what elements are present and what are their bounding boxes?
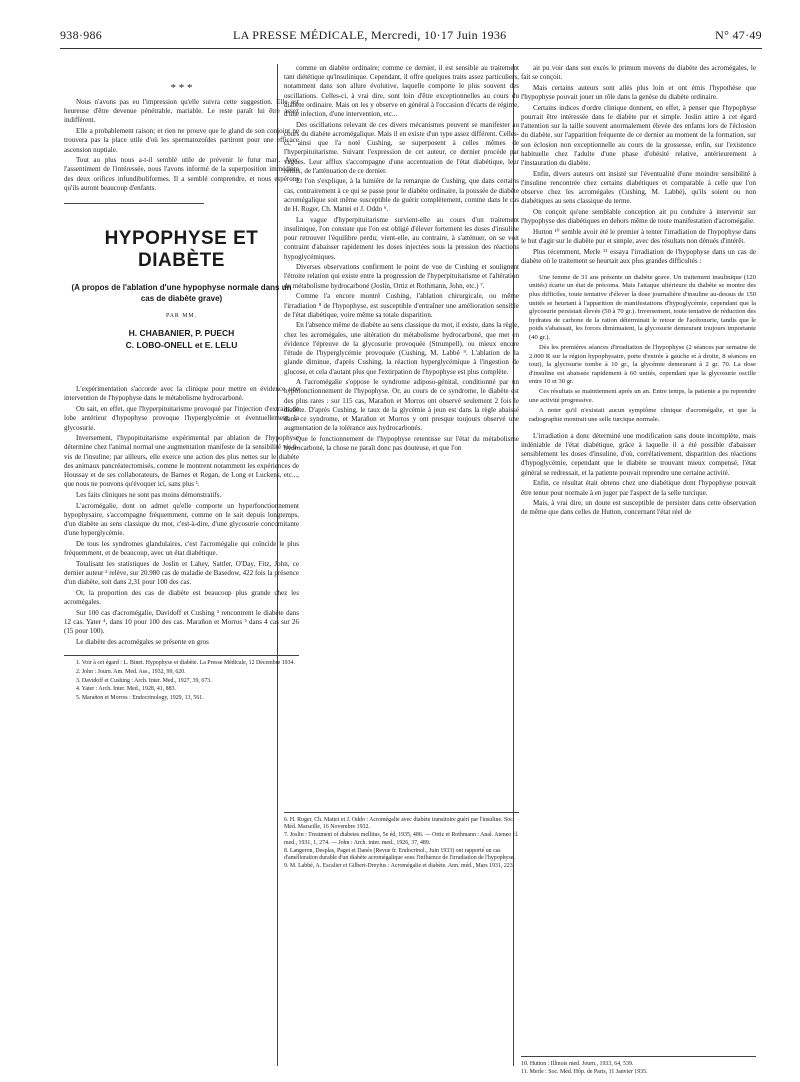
- paragraph: A l'acromégalie s'oppose le syndrome adiposo-génital, conditionné par un hypofonctionnement de l'hypophyse. Or, au cours de ce syndrome, le diabète est des plus rares : sur 115 cas, Marañon et Morros ont observé seulement 2 fois le diabète. D'après Cushing, le taux de la glycémie à jeun est dans la règle abaissé dans ce syndrome, et Marañon et Morros y ont presque toujours observé une augmentation de la tolérance aux hydrocarbonés.: [284, 378, 519, 433]
- paragraph: En l'absence même de diabète au sens classique du mot, il existe, dans la règle, chez les acromégales, une altération du métabolisme hydrocarboné, que met en évidence l'épreuve de la glycosurie provoquée (Strumpell), ou mieux encore l'étude de l'hyperglycémie provoquée (Cushing, M. Labbé ⁹. L'ablation de la glande diminue, d'après Cushing, la réaction hyperglycémique à l'ingestion de glucose, et cela d'autant plus que l'extirpation de l'hypophyse est plus complète.: [284, 321, 519, 376]
- paragraph: La vague d'hyperpituitarisme survient-elle au cours d'un traitement insulinique, l'on constate que l'on est obligé d'élever fortement les doses d'insuline pour retrouver l'équilibre perdu; vient-elle, au contraire, à s'atténuer, on se voit contraint d'abaisser rapidement les doses injectées sous la pression des réactions hypoglycémiques.: [284, 215, 519, 261]
- paragraph: Mais, à vrai dire, un doute est susceptible de persister dans cette observation de même que dans celles de Hutton, concernant l'état réel de: [521, 499, 756, 517]
- paragraph: On conçoit qu'une semblable conception ait pu conduire à intervenir sur l'hypophyse des diabétiques en dehors même de toute manifestation d'acromégalie.: [521, 208, 756, 226]
- paragraph: Totalisant les statistiques de Joslin et Lahey, Sattler, O'Day, Fitz, John, ce dernier auteur ² relève, sur 20.980 cas de maladie de Basedow, 422 fois la présence d'un diabète, soit dans 2,31 pour 100 des cas.: [64, 559, 299, 587]
- paragraph: Sur 100 cas d'acromégalie, Davidoff et Cushing ³ rencontrent le diabète dans 12 cas. Yater ⁴, dans 10 pour 100 des cas. Marañon et Morros ⁵ dans 4 cas sur 26 (15 pour 100).: [64, 608, 299, 636]
- paragraph: L'irradiation a donc déterminé une modification sans doute incomplète, mais indéniable de l'état diabétique, grâce à laquelle il a été possible d'abaisser sensiblement les doses d'insuline, d'où, corrélativement, disparition des réactions d'hypoglycémie, cependant que le diabète se trouvant mieux compensé, l'état général se redressait, et la patiente pouvait reprendre une certaine activité.: [521, 431, 756, 477]
- footnote: 10. Hutton : Illinois med. Journ., 1933, 64, 539.: [521, 1061, 634, 1067]
- authors: [64, 327, 299, 351]
- footnote: 1. Voir à cet égard : L. Binet. Hypophyse et diabète. La Presse Médicale, 12 Décembre 1934.: [76, 660, 295, 667]
- issue-number: N° 47·49: [715, 28, 762, 42]
- running-header: [60, 14, 762, 49]
- footnote: 6. H. Roger, Ch. Mattei et J. Oddo : Acromégalie avec diabète transitoire guéri par l'insuline. Soc. Méd. Marseille, 16 Novembre 1932.: [284, 817, 515, 831]
- footnote: 2. John : Journ. Am. Med. Ass., 1932, 99, 620.: [76, 668, 186, 675]
- paragraph: L'acromégalie, dont on admet qu'elle comporte un hyperfonctionnement hypophysaire, s'accompagne fréquemment, comme on le sait depuis longtemps, d'un diabète au sens classique du mot, c'est-à-dire, d'une glycosurie concomitante d'une hyperglycémie.: [64, 501, 299, 538]
- journal-title: LA PRESSE MÉDICALE, Mercredi, 10·17 Juin 1936: [233, 28, 507, 42]
- paragraph: Elle a probablement raison; et rien ne prouve que le gland de son conjoint ne trouvera pas la place utile d'où les spermatozoïdes partiront pour une efficace ascension nuptiale.: [64, 127, 299, 154]
- footnote-rule: [64, 655, 299, 656]
- footnote: 11. Merle : Soc. Méd. Hôp. de Paris, 11 Janvier 1935.: [521, 1069, 648, 1076]
- paragraph: Comme l'a encore montré Cushing, l'ablation chirurgicale, ou même l'irradiation ⁸ de l'hypophyse, est susceptible d'entraîner une amélioration sensible de l'état diabétique, voire même sa totale disparition.: [284, 292, 519, 319]
- paragraph: Tout au plus nous a-t-il semblé utile de prévenir le futur mari. Avec l'assentiment de l'intéressée, nous l'avons informé de la superposition immédiate des deux orifices infundibuliformes. Il a semblé comprendre, et nous espérons qu'ils auront beaucoup d'enfants.: [64, 156, 299, 192]
- paragraph: Les faits cliniques ne sont pas moins démonstratifs.: [76, 490, 222, 499]
- authors-line: C. LOBO-ONELL et E. LELU: [125, 340, 238, 351]
- case-paragraph: Ces résultats se maintiennent après un an. Entre temps, la patiente a pu reprendre une activité progressive.: [529, 388, 756, 405]
- paragraph: Nous n'avons pas eu l'impression qu'elle suivra cette suggestion. Elle est heureuse d'être devenue pénétrable, mariable. Le reste paraît lui être assez indifférent.: [64, 98, 299, 125]
- paragraph: Certains indices d'ordre clinique donnent, en effet, à penser que l'hypophyse pourrait être intéressée dans le diabète pur et simple. Joslin attire à cet égard l'attention sur la taille souvent anormalement élevée des enfants lors de l'éclosion du diabète, sur l'apparition fréquente de ce dernier au moment de la formation, sur son éclosion non exceptionnelle au cours de la grossesse, enfin, sur l'existence habituelle chez l'adulte d'une phase d'obésité relative, antérieurement à l'instauration du diabète.: [521, 103, 756, 168]
- paragraph: Plus récemment, Merle ¹¹ essaya l'irradiation de l'hypophyse dans un cas de diabète où le traitement se heurtait aux plus grandes difficultés :: [521, 247, 756, 266]
- footnote-rule: [521, 1056, 756, 1057]
- footnote: 4. Yater : Arch. Inter. Med., 1928, 41, 883.: [76, 686, 176, 693]
- byline-par: PAR MM.: [166, 313, 197, 320]
- footnote: 3. Davidoff et Cushing : Arch. Inter. Med., 1927, 39, 673.: [76, 677, 212, 684]
- paragraph: comme un diabète ordinaire; comme ce dernier, il est sensible au traitement tant diététique qu'insulinique. Cependant, il offre quelques traits assez particuliers, notamment dans son allure évolutive, laquelle comporte le plus souvent des oscillations. Celles-ci, à vrai dire, sont loin d'être exceptionnelles au cours du diabète ordinaire. Mais on les y observe en général à l'occasion d'écarts de régime, d'une infection, d'une intervention, etc...: [284, 64, 519, 119]
- article-end-rule: [64, 203, 204, 204]
- article-title: HYPOPHYSE ET DIABÈTE: [104, 228, 259, 272]
- section-stars: * * *: [170, 82, 193, 94]
- paragraph: L'expérimentation s'accorde avec la clinique pour mettre en évidence une intervention de l'hypophyse dans le métabolisme hydrocarboné.: [64, 385, 299, 403]
- footnote: 7. Joslin : Treatment of diabetes mellitus, 5e éd, 1935, 486. — Ortiz et Rothmann : Anal. Ateneo cl. med., 1931, 1, 274. — John : Arch. inter. med., 1926, 37, 489.: [284, 832, 519, 846]
- article-subtitle: (A propos de l'ablation d'une hypophyse normale dans un cas de diabète grave): [71, 283, 292, 304]
- paragraph: On sait, en effet, que l'hyperpituitarisme provoqué par l'injection d'extraits de lobe antérieur d'hypophyse provoque l'hyperglycémie et éventuellement la glycosurie.: [64, 405, 299, 432]
- paragraph: Hutton ¹⁰ semble avoir été le premier à tenter l'irradiation de l'hypophyse dans le but d'agir sur le diabète pur et simple, avec des résultats non dénués d'intérêt.: [521, 227, 756, 246]
- paragraph: Diverses observations confirment le point de vue de Cushing et soulignent l'étroite relation qui existe entre la progression de l'hyperpituitarisme et l'altération du métabolisme hydrocarboné (Joslin, Ortiz et Rothmann, John, etc.) ⁷.: [284, 263, 519, 290]
- footnote: 8. Langeron, Desplas, Paget et Danès (Revue fr. Endocrinol., Juin 1933) ont rapporté un cas d'amélioration durable d'un diabète acromégalique sous l'influence de l'irradiation de l'hypophyse.: [284, 847, 515, 862]
- case-paragraph: A noter qu'il n'existait aucun symptôme clinique d'acromégalie, et que la radiographie montrait une selle turcique normale.: [529, 407, 756, 423]
- paragraph: Enfin, ce résultat était obtenu chez une diabétique dont l'hypophyse pouvait être tenue pour normale à en juger par l'aspect de la selle turcique.: [521, 479, 756, 497]
- paragraph: Inversement, l'hypopituitarisme expérimental par ablation de l'hypophyse détermine chez l'animal normal une augmentation manifeste de la sensibilité vis-à-vis de l'insuline; par ailleurs, elle exerce une action des plus nettes sur le diabète des animaux pancréatectomisés, comme le montrent notamment les expériences de Houssay et de ses collaborateurs, de Barnes et Regan, de Long et Luckens, etc..., que nous ne pouvons qu'évoquer ici, sans plus ¹.: [64, 434, 299, 489]
- paragraph: De tous les syndromes glandulaires, c'est l'acromégalie qui coïncide le plus fréquemment, et de beaucoup, avec un état diabétique.: [64, 539, 299, 558]
- footnote: 5. Marañon et Morros : Endocrinology, 1929, 13, 561.: [76, 695, 204, 702]
- paragraph: Enfin, divers auteurs ont insisté sur l'éventualité d'une moindre sensibilité à l'insuline rencontrée chez certains diabétiques et comparable à celle que l'on observe chez les acromégales (Cushing, M. Labbé), qu'ils soient ou non diabétiques au sens classique du terme.: [521, 169, 756, 206]
- footnote-rule: [284, 812, 519, 813]
- column-2-footnotes: [284, 804, 519, 871]
- footnote: 9. M. Labbé, A. Escalier et Gilbert-Dreyfus : Acromégalie et diabète. Ann. méd., Mars 1931, 223.: [284, 863, 515, 870]
- paragraph: Et l'on s'explique, à la lumière de la remarque de Cushing, que dans certains cas, contrairement à ce qui se passe pour le diabète ordinaire, la poussée de diabète acromégalique soit même susceptible de guérir complètement, comme dans le cas de H. Roger, Ch. Mattei et J. Oddo ⁶.: [284, 177, 519, 214]
- paragraph: Or, la proportion des cas de diabète est beaucoup plus grande chez les acromégales.: [64, 589, 299, 607]
- paragraph: Le diabète des acromégales se présente en gros: [76, 638, 209, 647]
- column-1: [64, 64, 299, 1074]
- column-3-footnotes: [521, 1048, 756, 1077]
- authors-line: H. CHABANIER, P. PUECH: [128, 328, 235, 339]
- paragraph: ait pu voir dans son excès le primum movens du diabète des acromégales, le fait se conçoit.: [521, 64, 756, 82]
- paragraph: Que le fonctionnement de l'hypophyse retentisse sur l'état du métabolisme hydrocarboné, la chose ne paraît donc pas douteuse, et que l'on: [284, 434, 519, 453]
- column-3: [521, 64, 756, 1044]
- case-paragraph: Dès les premières séances d'irradiation de l'hypophyse (2 séances par semaine de 2.000 R sur la région hypophysaire, porte d'entrée à gauche et à droite, 8 séances en tout), la glycosurie tombe à 10 gr., la glycémie demeurant à 2 gr. 70. La dose d'insuline est abaissée rapidement à 60 unités, cependant que la glycosurie oscille entre 10 et 30 gr.: [529, 344, 756, 386]
- page-numbers: 938·986: [60, 28, 103, 42]
- case-paragraph: Une femme de 31 ans présente un diabète grave. Un traitement insulinique (120 unités) écarte un état de précoma. Mais l'attaque ultérieure du diabète se montre des plus difficiles, toute tentative d'élever la dose journalière d'insuline au-dessus de 150 unités se heurtant à l'apparition de manifestations d'hypoglycémie, cependant que la glycosurie persistait élevée (50 à 70 gr.). Inversement, toute tentative de réduction des hydrates de carbone de la ration déterminait le retour de l'acétonurie, tandis que le poids s'abaissait, les forces diminuaient, la glycosurie demeurant toujours importante (40 gr.).: [529, 273, 756, 341]
- column-2: [284, 64, 519, 804]
- paragraph: Mais certains auteurs sont allés plus loin et ont émis l'hypothèse que l'hypophyse pouvait jouer un rôle dans la genèse du diabète ordinaire.: [521, 83, 756, 102]
- paragraph: Des oscillations relevant de ces divers mécanismes peuvent se manifester au cours du diabète acromégalique. Mais il en existe d'un type assez différent. Celles-ci, ainsi que l'a noté Cushing, se superposent à celles mêmes de l'hyperpituitarisme. Suivant l'expression de cet auteur, ce dernier procède par vagues. Leur afflux s'accompagne d'une accentuation de l'état diabétique, leur reflux, de l'atténuation de ce dernier.: [284, 120, 519, 175]
